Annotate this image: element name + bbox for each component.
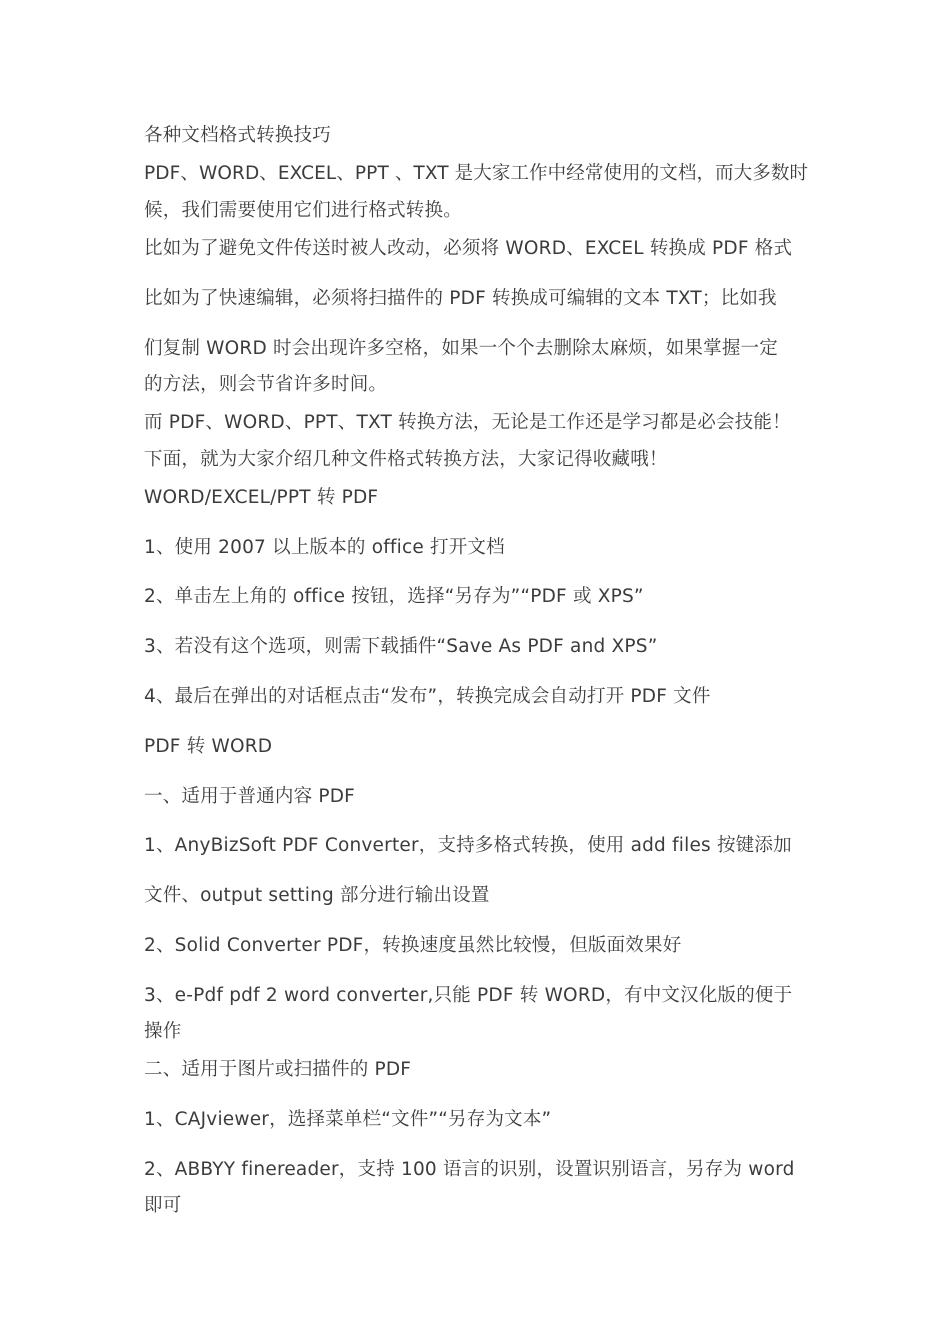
list-item-continuation: 即可 — [144, 1195, 182, 1216]
list-item: 2、单击左上角的 office 按钮，选择“另存为”“PDF 或 XPS” — [144, 586, 644, 607]
list-item: 2、Solid Converter PDF，转换速度虽然比较慢，但版面效果好 — [144, 935, 682, 956]
paragraph-line: 们复制 WORD 时会出现许多空格，如果一个个去删除太麻烦，如果掌握一定 — [144, 338, 778, 359]
paragraph-line: 的方法，则会节省许多时间。 — [144, 374, 388, 395]
list-item-continuation: 操作 — [144, 1021, 182, 1042]
doc-title: 各种文档格式转换技巧 — [144, 125, 332, 146]
list-item: 3、e-Pdf pdf 2 word converter,只能 PDF 转 WORD，有中文汉化版的便于 — [144, 985, 793, 1006]
paragraph-line: 候，我们需要使用它们进行格式转换。 — [144, 200, 462, 221]
list-item: 1、AnyBizSoft PDF Converter，支持多格式转换，使用 add files 按键添加 — [144, 835, 792, 856]
list-item: 1、CAJviewer，选择菜单栏“文件”“另存为文本” — [144, 1109, 552, 1130]
list-item: 4、最后在弹出的对话框点击“发布”，转换完成会自动打开 PDF 文件 — [144, 686, 711, 707]
paragraph-line: 下面，就为大家介绍几种文件格式转换方法，大家记得收藏哦！ — [144, 449, 668, 470]
paragraph-line: 而 PDF、WORD、PPT、TXT 转换方法，无论是工作还是学习都是必会技能！ — [144, 412, 791, 433]
paragraph-line: 比如为了快速编辑，必须将扫描件的 PDF 转换成可编辑的文本 TXT；比如我 — [144, 288, 777, 309]
paragraph-line: 比如为了避免文件传送时被人改动，必须将 WORD、EXCEL 转换成 PDF 格式 — [144, 238, 793, 259]
list-item: 2、ABBYY finereader，支持 100 语言的识别，设置识别语言，另存为 word — [144, 1159, 795, 1180]
list-item-continuation: 文件、output setting 部分进行输出设置 — [144, 885, 490, 906]
paragraph-line: PDF、WORD、EXCEL、PPT 、TXT 是大家工作中经常使用的文档，而大多数时 — [144, 163, 809, 184]
subsection-heading: 二、适用于图片或扫描件的 PDF — [144, 1059, 412, 1080]
section-heading: PDF 转 WORD — [144, 736, 273, 757]
list-item: 3、若没有这个选项，则需下载插件“Save As PDF and XPS” — [144, 636, 658, 657]
list-item: 1、使用 2007 以上版本的 office 打开文档 — [144, 537, 505, 558]
subsection-heading: 一、适用于普通内容 PDF — [144, 786, 356, 807]
section-heading: WORD/EXCEL/PPT 转 PDF — [144, 487, 379, 508]
